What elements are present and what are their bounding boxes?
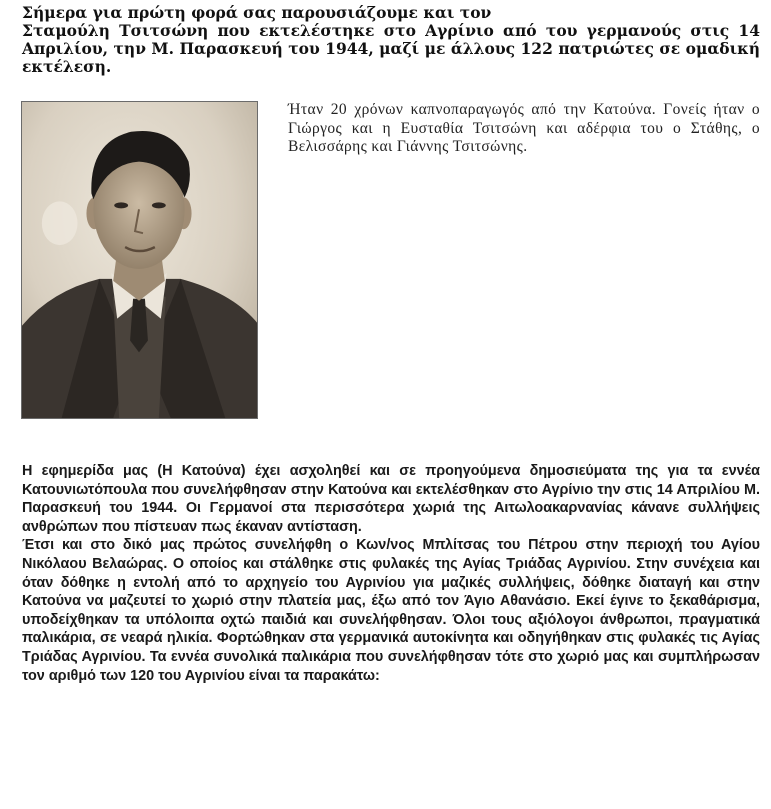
intro-block [22,4,760,76]
article-body [22,462,760,685]
bio-text: Ήταν 20 χρόνων καπνοπαραγωγός από την Κατούνα. Γονείς ήταν ο Γιώργος και η Ευσταθία Τσιτσώνη και αδέρφια του ο Στάθης, ο Βελισσάρης και Γιάννης Τσιτσώνης. [288,101,760,155]
article-paragraph: Έτσι και στο δικό μας πρώτος συνελήφθη ο Κων/νος Μπλίτσας του Πέτρου στην περιοχή του Αγίου Νικόλαου Βελαώρας. Ο οποίος και στάλθηκε στις φυλακές της Αγίας Τριάδας Αγρινίου. Στην συνέχεια και όταν δόθηκε η εντολή από το αρχηγείο του Αγρινίου για μαζικές συλλήψεις, δόθηκε διαταγή και στην Κατούνα να μαζευτεί το χωριό στην πλατεία μας, έξω από τον Άγιο Αθανάσιο. Εκεί έγινε το ξεκαθάρισμα, υποδείχθηκαν τα υπόλοιπα οχτώ παιδιά και συνελήφθησαν. Όλοι τους αξιόλογοι άνθρωποι, πραγματικά παλικάρια, σε νεαρά ηλικία. Φορτώθηκαν στα γερμανικά αυτοκίνητα και οδηγήθηκαν στις φυλακές τις Αγίας Τριάδας Αγρινίου. Τα εννέα συνολικά παλικάρια που συνελήφθησαν τότε στο χωριό μας και συμπλήρωσαν τον αριθμό των 120 του Αγρινίου είναι τα παρακάτω: [22,537,760,684]
bio-block [288,101,760,157]
portrait-photo-icon [22,102,257,418]
article-paragraph: Η εφημερίδα μας (Η Κατούνα) έχει ασχοληθεί και σε προηγούμενα δημοσιεύματα της για τα εννέα Κατουνιωτόπουλα που συνελήφθησαν στην Κατούνα και εκτελέσθηκαν στο Αγρίνιο την στις 14 Απριλίου Μ. Παρασκευή του 1944. Οι Γερμανοί στα περισσότερα χωριά της Αιτωλοακαρνανίας κάνανε συλλήψεις ανθρώπων που πίστευαν πως έκαναν αντίσταση. [22,463,760,535]
portrait-photo [21,101,258,419]
intro-heading: Σήμερα για πρώτη φορά σας παρουσιάζουμε και τον [22,3,492,22]
intro-text: Σταμούλη Τσιτσώνη που εκτελέστηκε στο Αγρίνιο από του γερμανούς στις 14 Απριλίου, την Μ. Παρασκευή του 1944, μαζί με άλλους 122 πατριώτες σε ομαδική εκτέλεση. [22,21,760,76]
